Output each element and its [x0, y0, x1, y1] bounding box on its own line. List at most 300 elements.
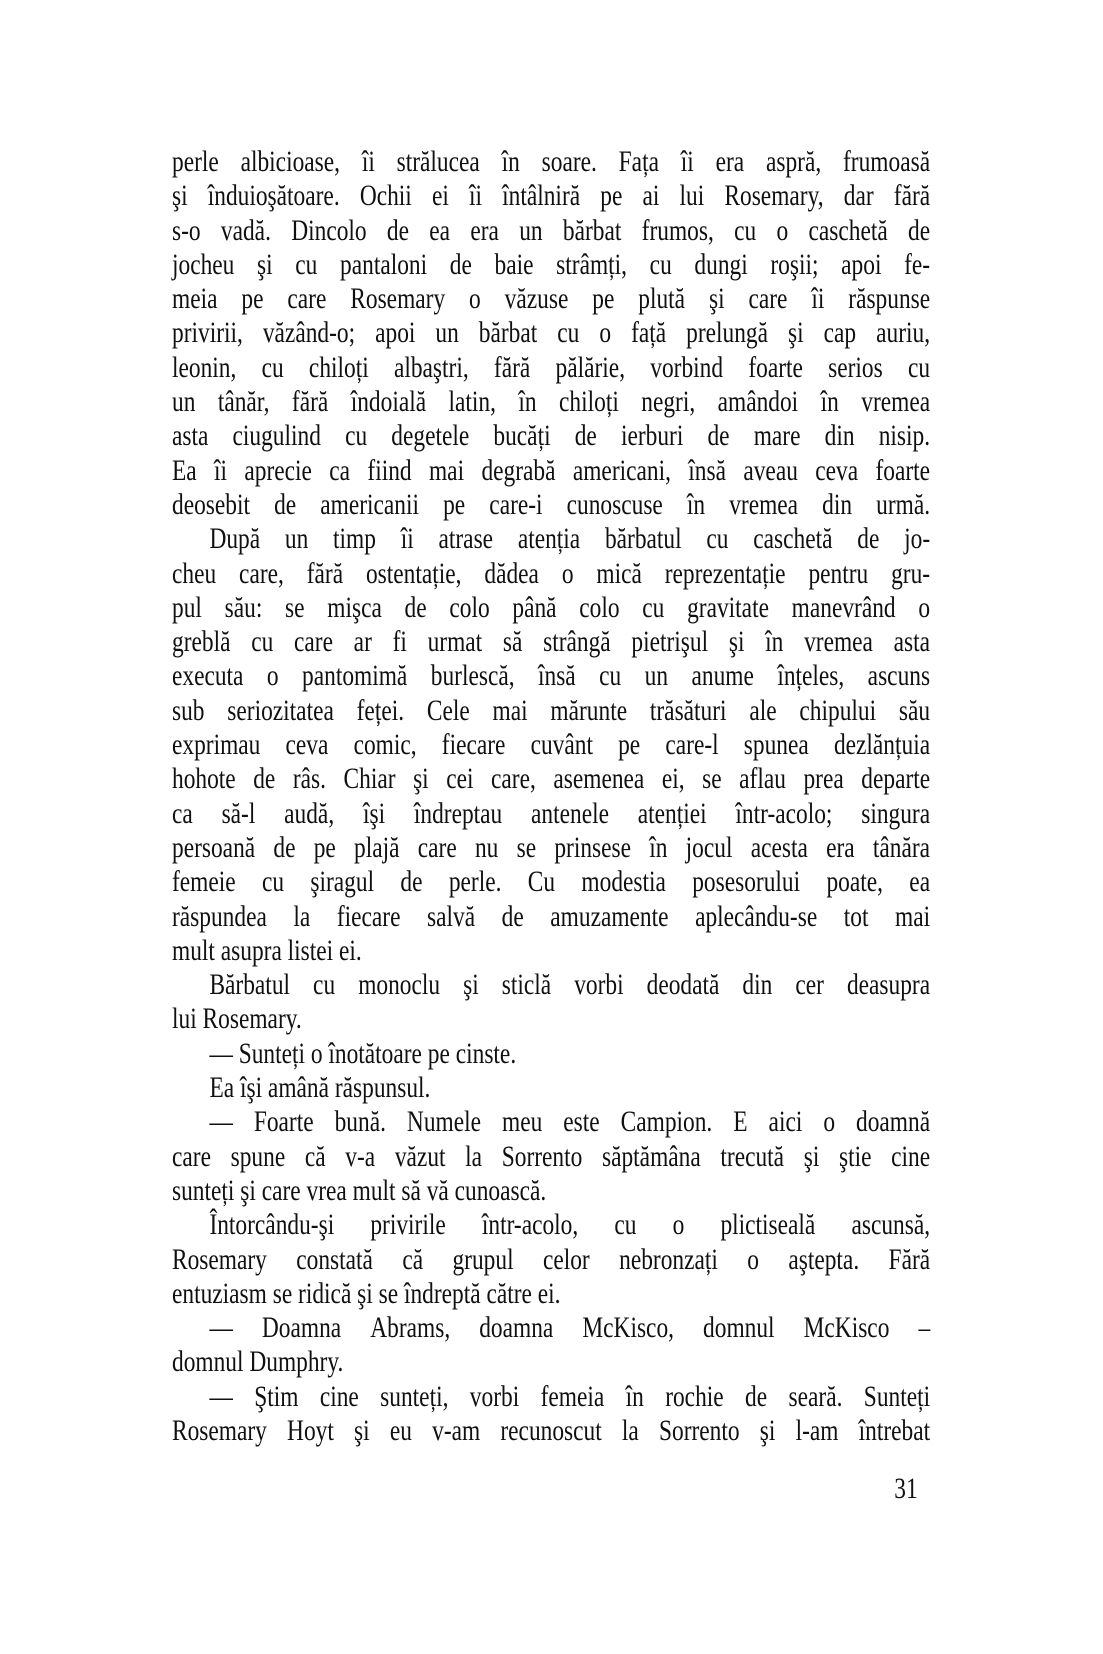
- word: o: [823, 1105, 836, 1139]
- word: Abrams,: [370, 1311, 451, 1345]
- word: de: [253, 762, 276, 796]
- word: gravitate: [687, 590, 769, 624]
- word: pe: [313, 830, 336, 864]
- word: bună.: [334, 1105, 386, 1139]
- word: perle: [172, 145, 219, 178]
- word: După: [209, 522, 261, 556]
- word: l-am: [795, 1413, 839, 1447]
- word: colo: [449, 590, 490, 624]
- text-line: [172, 1105, 930, 1139]
- word: hohote: [172, 762, 236, 796]
- word: în: [501, 145, 520, 178]
- paragraph: [172, 1208, 930, 1311]
- text-line: [172, 488, 930, 522]
- word: aştepta.: [788, 1242, 860, 1276]
- word: cap: [823, 316, 857, 350]
- word: chiloți: [559, 385, 619, 419]
- word: sub: [172, 693, 205, 727]
- word: monoclu: [358, 968, 441, 1002]
- word: cu: [907, 350, 931, 384]
- word: jocheu: [172, 247, 235, 281]
- word: îi: [468, 179, 483, 213]
- word: un: [172, 385, 196, 419]
- word: fără: [291, 385, 329, 419]
- word: Dincolo: [291, 213, 367, 247]
- word: ierburi: [620, 419, 684, 453]
- text-line: [172, 454, 930, 488]
- word: nu: [474, 830, 499, 864]
- word: cu: [649, 247, 672, 281]
- word: ostentație,: [365, 556, 462, 590]
- word: Rosemary: [172, 1413, 267, 1447]
- word: acesta: [750, 830, 808, 864]
- word: o: [469, 282, 481, 316]
- word: serios: [828, 350, 883, 384]
- word: văzând-o;: [262, 316, 356, 350]
- word: baie: [494, 247, 534, 281]
- word: în: [649, 830, 668, 864]
- word: vorbind: [650, 350, 724, 384]
- text-line: mult asupra listei ei.: [172, 933, 362, 967]
- word: doamnă: [856, 1105, 931, 1139]
- word: pe: [592, 282, 615, 316]
- word: săptămâna: [601, 1139, 701, 1173]
- word: fără: [893, 179, 931, 213]
- word: fără: [493, 350, 531, 384]
- word: însă: [538, 659, 576, 693]
- word: cu: [313, 968, 336, 1002]
- word: său:: [224, 590, 263, 624]
- word: era: [470, 213, 499, 247]
- word: îşi: [362, 796, 386, 830]
- text-line: [172, 1208, 930, 1242]
- word: trăsături: [649, 693, 727, 727]
- text-line: [172, 282, 930, 316]
- word: Întorcându-şi: [209, 1208, 335, 1242]
- word: domnul: [703, 1311, 775, 1345]
- word: fiecare: [441, 728, 506, 762]
- word: râs.: [292, 762, 327, 796]
- word: cu: [295, 247, 318, 281]
- word: Rosemary: [172, 1242, 267, 1276]
- word: negri,: [641, 385, 696, 419]
- word: îndoială: [350, 385, 427, 419]
- word: Hoyt: [287, 1413, 334, 1447]
- word: mai: [492, 693, 528, 727]
- word: jocul: [685, 830, 733, 864]
- word: prelungă: [686, 316, 769, 350]
- word: ale: [749, 693, 777, 727]
- word: văzuse: [504, 282, 569, 316]
- word: Doamna: [261, 1311, 342, 1345]
- word: văzut: [394, 1139, 446, 1173]
- word: de: [707, 419, 730, 453]
- word: înduioşătoare.: [207, 179, 340, 213]
- word: Sorrento: [659, 1413, 740, 1447]
- word: ceva: [285, 728, 329, 762]
- word: prea: [803, 762, 844, 796]
- word: pe: [600, 179, 623, 213]
- word: perle.: [448, 865, 502, 899]
- word: pălărie,: [555, 350, 626, 384]
- word: fiecare: [336, 899, 401, 933]
- word: nebronzați: [619, 1242, 718, 1276]
- word: tot: [843, 899, 869, 933]
- text-line: [172, 1243, 930, 1277]
- word: ar: [353, 625, 372, 659]
- word: Ochii: [359, 179, 412, 213]
- word: vorbi: [469, 1379, 520, 1413]
- word: sticlă: [501, 968, 552, 1002]
- word: de: [501, 899, 524, 933]
- word: o: [672, 1208, 685, 1242]
- word: exprimau: [172, 728, 261, 762]
- word: americani,: [572, 453, 671, 487]
- word: cu: [706, 522, 729, 556]
- word: un: [435, 316, 459, 350]
- word: spune: [230, 1139, 286, 1173]
- word: strâmți,: [556, 247, 628, 281]
- word: v-a: [345, 1139, 376, 1173]
- word: de: [386, 213, 409, 247]
- word: de: [574, 419, 597, 453]
- word: pe: [443, 487, 466, 521]
- word: era: [715, 145, 745, 178]
- word: de: [274, 487, 297, 521]
- word: reprezentație: [664, 556, 786, 590]
- word: de: [273, 830, 296, 864]
- word: trecută: [720, 1139, 785, 1173]
- word: cu: [345, 419, 368, 453]
- word: şi: [759, 1413, 776, 1447]
- word: grupul: [452, 1242, 514, 1276]
- word: şi: [172, 179, 188, 213]
- word: spunea: [743, 728, 809, 762]
- text-line: domnul Dumphry.: [172, 1345, 344, 1379]
- word: poate,: [826, 865, 883, 899]
- word: îndreptau: [413, 796, 503, 830]
- word: său: [898, 693, 931, 727]
- word: o: [599, 316, 612, 350]
- word: vremea: [729, 487, 799, 521]
- word: cu: [251, 625, 274, 659]
- word: şi: [728, 625, 745, 659]
- word: întâlniră: [502, 179, 581, 213]
- text-line: [172, 419, 930, 453]
- word: executa: [172, 659, 244, 693]
- word: Cu: [527, 865, 556, 899]
- text-line: Ea îşi amână răspunsul.: [209, 1071, 431, 1105]
- word: Sunteți: [863, 1379, 931, 1413]
- word: constată: [296, 1242, 373, 1276]
- word: persoană: [172, 830, 256, 864]
- word: mărunte: [550, 693, 628, 727]
- word: foarte: [748, 350, 803, 384]
- word: o: [561, 556, 574, 590]
- word: o: [918, 590, 931, 624]
- word: şi: [788, 316, 804, 350]
- word: cine: [319, 1379, 359, 1413]
- word: dădea: [484, 556, 539, 590]
- word: chiloți: [308, 350, 369, 384]
- word: care,: [239, 556, 284, 590]
- word: roşii;: [770, 247, 819, 281]
- word: urmat: [427, 625, 483, 659]
- word: feței.: [356, 693, 405, 727]
- word: care,: [491, 762, 536, 796]
- word: era: [826, 830, 855, 864]
- word: Fără: [888, 1242, 931, 1276]
- word: mai: [428, 453, 465, 487]
- word: doamna: [479, 1311, 554, 1345]
- word: şi: [413, 762, 429, 796]
- word: până: [512, 590, 557, 624]
- word: cer: [795, 968, 824, 1002]
- word: față: [631, 316, 667, 350]
- paragraphs-container: [172, 145, 930, 1448]
- word: ca: [329, 453, 351, 487]
- page-number: 31: [894, 1472, 918, 1506]
- text-line: [172, 591, 930, 625]
- word: audă,: [284, 796, 335, 830]
- word: singura: [861, 796, 931, 830]
- word: dezlănțuia: [833, 728, 931, 762]
- word: amuzamente: [550, 899, 669, 933]
- word: într-acolo,: [481, 1208, 579, 1242]
- word: ştie: [838, 1139, 872, 1173]
- paragraph: [172, 1380, 930, 1449]
- word: urmă.: [876, 487, 931, 521]
- text-line: [172, 1311, 930, 1345]
- word: v-am: [432, 1413, 481, 1447]
- word: timp: [333, 522, 376, 556]
- word: latin,: [448, 385, 496, 419]
- word: şiragul: [310, 865, 375, 899]
- text-line: [172, 831, 930, 865]
- word: mare: [753, 419, 801, 453]
- word: comic,: [353, 728, 417, 762]
- word: meu: [501, 1105, 543, 1139]
- word: sunteți,: [380, 1379, 449, 1413]
- text-line: [172, 1414, 930, 1448]
- word: —: [209, 1311, 233, 1345]
- word: la: [293, 899, 311, 933]
- word: femeie: [172, 865, 236, 899]
- word: greblă: [172, 625, 231, 659]
- word: este: [563, 1105, 600, 1139]
- word: albicioase,: [240, 145, 341, 178]
- text-line: [172, 557, 930, 591]
- word: bărbatul: [604, 522, 682, 556]
- word: răspundea: [172, 899, 267, 933]
- word: plută: [638, 282, 686, 316]
- word: la: [465, 1139, 483, 1173]
- word: Ea: [172, 453, 197, 487]
- text-line: [172, 316, 930, 350]
- word: şi: [708, 282, 725, 316]
- word: cine: [891, 1139, 931, 1173]
- word: pul: [172, 590, 202, 624]
- word: într-acolo;: [735, 796, 833, 830]
- word: deodată: [646, 968, 720, 1002]
- word: ea: [909, 865, 931, 899]
- word: cunoscuse: [566, 487, 663, 521]
- word: că: [402, 1242, 424, 1276]
- word: care: [294, 625, 333, 659]
- text-line: [172, 351, 930, 385]
- paragraph: [172, 1105, 930, 1208]
- word: atrase: [438, 522, 494, 556]
- word: de: [400, 865, 423, 899]
- word: deasupra: [846, 968, 931, 1002]
- word: îi: [811, 282, 825, 316]
- word: leonin,: [172, 350, 237, 384]
- word: ai: [642, 179, 660, 213]
- word: că: [304, 1139, 326, 1173]
- word: s-o: [172, 213, 201, 247]
- word: însă: [688, 453, 726, 487]
- word: de: [404, 590, 427, 624]
- word: şi: [354, 1413, 370, 1447]
- word: posesorului: [692, 865, 801, 899]
- text-line: [172, 865, 930, 899]
- word: —: [209, 1379, 233, 1413]
- word: răspunse: [848, 282, 931, 316]
- word: mişca: [327, 590, 382, 624]
- word: pantomimă: [302, 659, 408, 693]
- word: foarte: [875, 453, 931, 487]
- word: vremea: [861, 385, 931, 419]
- text-line: [172, 797, 930, 831]
- word: ascunsă,: [851, 1208, 931, 1242]
- word: mică: [596, 556, 642, 590]
- word: amândoi: [717, 385, 799, 419]
- word: în: [518, 385, 537, 419]
- word: care: [748, 282, 788, 316]
- word: prinsese: [554, 830, 632, 864]
- word: caschetă: [753, 522, 833, 556]
- word: Rosemary,: [724, 179, 824, 213]
- word: care-l: [665, 728, 719, 762]
- word: din: [824, 419, 855, 453]
- word: vorbi: [574, 968, 624, 1002]
- word: nisip.: [878, 419, 931, 453]
- word: Numele: [406, 1105, 482, 1139]
- word: pantaloni: [340, 247, 428, 281]
- word: recunoscut: [500, 1413, 602, 1447]
- word: o: [747, 1242, 759, 1276]
- word: aspră,: [765, 145, 822, 178]
- text-line: [172, 659, 930, 693]
- text-line: [172, 248, 930, 282]
- word: tânăra: [872, 830, 931, 864]
- word: atenției: [637, 796, 707, 830]
- word: McKisco,: [582, 1311, 674, 1345]
- word: fe-: [904, 247, 931, 281]
- paragraph: [172, 968, 930, 1037]
- word: ei: [431, 179, 449, 213]
- word: bărbat: [478, 316, 538, 350]
- word: gru-: [891, 556, 931, 590]
- text-line: [172, 1380, 930, 1414]
- word: să-l: [221, 796, 256, 830]
- word: se: [285, 590, 305, 624]
- word: degetele: [391, 419, 470, 453]
- text-line: entuziasm se ridică şi se îndreptă către ei.: [172, 1276, 561, 1310]
- paragraph: [172, 1071, 930, 1105]
- word: Cele: [426, 693, 470, 727]
- text-line: [172, 694, 930, 728]
- word: o: [776, 213, 789, 247]
- word: pietrişul: [631, 625, 709, 659]
- word: Fața: [618, 145, 659, 178]
- word: bărbat: [562, 213, 622, 247]
- word: albaştri,: [393, 350, 469, 384]
- word: E: [733, 1105, 748, 1139]
- word: de: [449, 247, 472, 281]
- word: şi: [463, 968, 479, 1002]
- text-line: [172, 179, 930, 213]
- word: aveau: [743, 453, 798, 487]
- word: cuvânt: [530, 728, 593, 762]
- word: ea: [429, 213, 451, 247]
- text-line: lui Rosemary.: [172, 1002, 302, 1036]
- text-line: — Sunteți o înotătoare pe cinste.: [209, 1036, 517, 1070]
- word: americanii: [320, 487, 420, 521]
- word: Bărbatul: [209, 968, 291, 1002]
- word: jo-: [904, 522, 931, 556]
- word: —: [209, 1105, 233, 1139]
- word: antenele: [531, 796, 609, 830]
- paragraph: [172, 145, 930, 522]
- word: lui: [679, 179, 705, 213]
- text-line: [172, 728, 930, 762]
- word: plajă: [354, 830, 400, 864]
- word: tânăr,: [217, 385, 270, 419]
- text-line: [172, 968, 930, 1002]
- word: în: [686, 487, 706, 521]
- word: înțeles,: [777, 659, 845, 693]
- word: dungi: [694, 247, 748, 281]
- word: celor: [542, 1242, 590, 1276]
- word: de: [745, 1379, 768, 1413]
- word: şi: [257, 247, 273, 281]
- word: plictiseală: [720, 1208, 816, 1242]
- text-line: [172, 1140, 930, 1174]
- word: asta: [893, 625, 931, 659]
- text-line: [172, 625, 930, 659]
- word: fiind: [367, 453, 412, 487]
- word: care: [287, 282, 327, 316]
- word: pe: [618, 728, 641, 762]
- word: ciugulind: [232, 419, 321, 453]
- word: Sorrento: [501, 1139, 583, 1173]
- word: îi: [214, 453, 228, 487]
- word: cu: [734, 213, 757, 247]
- word: anume: [691, 659, 754, 693]
- word: un: [644, 659, 669, 693]
- word: îi: [400, 522, 414, 556]
- text-line: [172, 385, 930, 419]
- word: care-i: [489, 487, 543, 521]
- word: eu: [389, 1413, 412, 1447]
- word: aici: [768, 1105, 803, 1139]
- word: întrebat: [858, 1413, 931, 1447]
- text-line: [172, 900, 930, 934]
- word: frumoasă: [843, 145, 931, 178]
- word: cu: [614, 1208, 637, 1242]
- word: un: [284, 522, 309, 556]
